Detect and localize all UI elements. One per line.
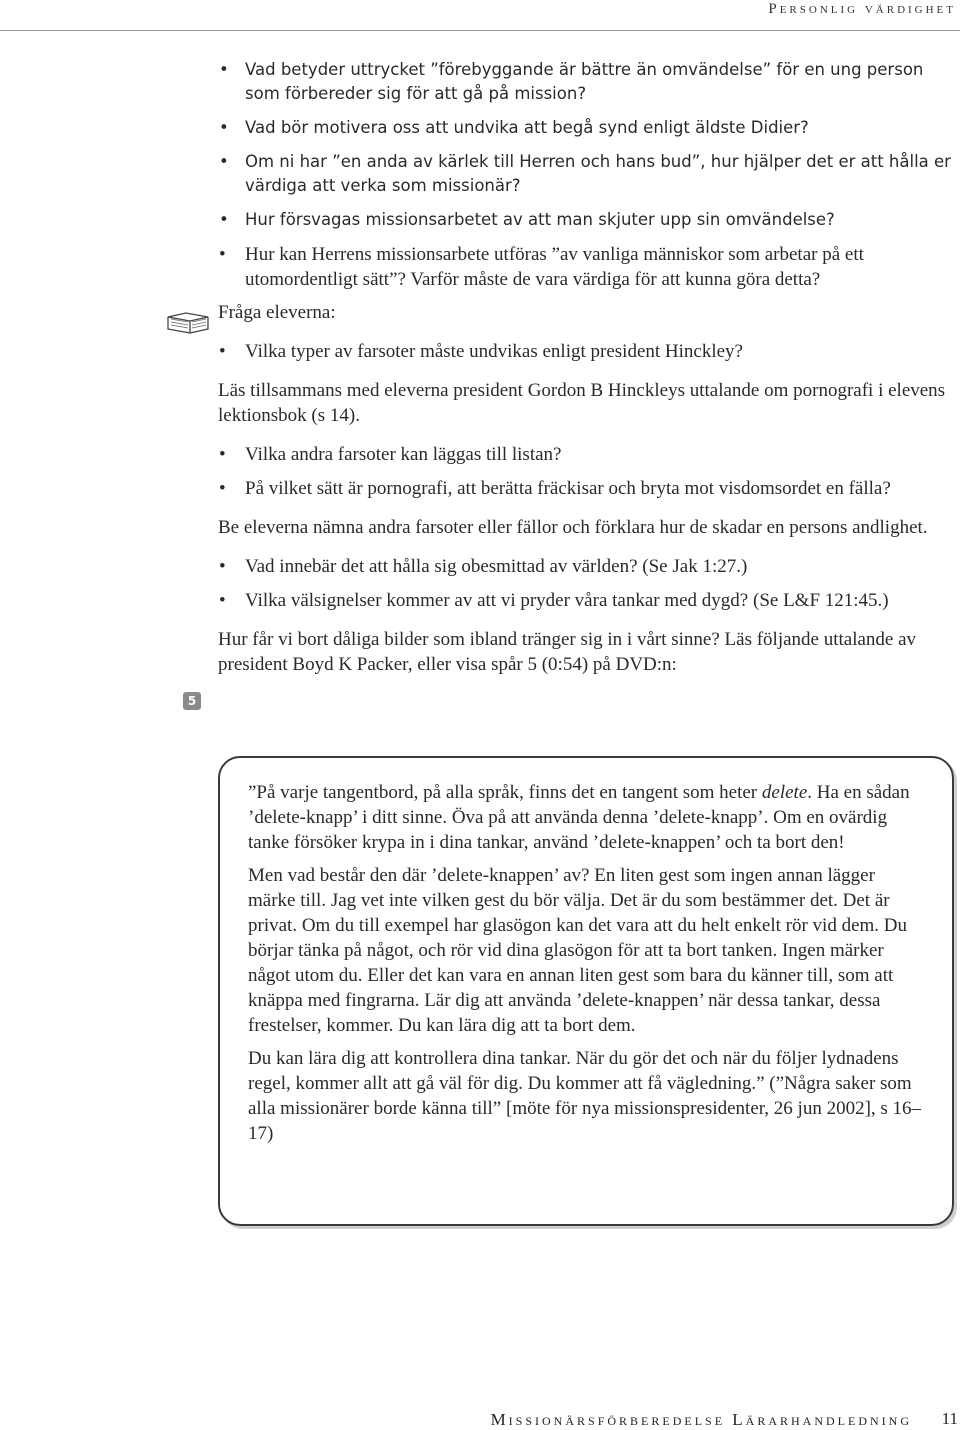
list-item: • Vilka typer av farsoter måste undvikas enligt president Hinckley? — [219, 341, 743, 362]
lesson-content — [218, 58, 960, 677]
question-list-4 — [218, 554, 960, 613]
quote-paragraph: Men vad består den där ’delete-knappen’ av? En liten gest som ingen annan lägger märke till. Jag vet inte vilken gest du bör välja. Det är du som bestämmer det. Det är privat. Om du till exempel har glasögon kan det vara att du helt enkelt rör vid dem. Du börjar tänka på något, och rör vid dina glasögon för att ta bort tanken. Ingen märker något utom du. Eller det kan vara en annan liten gest som bara du känner till, som att knäppa med fingrarna. Lär dig att använda ’delete-knappen’ när dessa tankar, dessa frestelser, kommer. Du kan lära dig att ta bort dem. — [248, 865, 908, 1036]
dvd-track-badge: 5 — [183, 692, 201, 710]
quote-paragraph: ”På varje tangentbord, på alla språk, finns det en tangent som heter delete. Ha en sådan ’delete-knapp’ i ditt sinne. Öva på att använda denna ’delete-knapp’. Om en ovärdig tanke försöker krypa in i dina tankar, använd ’delete-knappen’ och ta bort den! — [248, 782, 910, 853]
list-item: • Vilka välsignelser kommer av att vi pryder våra tankar med dygd? (Se L&F 121:45.) — [219, 590, 889, 611]
list-item: • Vad innebär det att hålla sig obesmittad av världen? (Se Jak 1:27.) — [219, 556, 748, 577]
page-header — [0, 0, 960, 31]
question-list-1b — [218, 242, 960, 292]
quote-paragraph: Du kan lära dig att kontrollera dina tankar. När du gör det och när du följer lydnadens regel, kommer allt att gå väl för dig. Du kommer att få vägledning.” (”Några saker som alla missionärer borde känna till” [möte för nya missionspresidenter, 26 jun 2002], s 16–17) — [248, 1048, 922, 1144]
list-item: • Vad betyder uttrycket ”förebyggande är bättre än omvändelse” för en ung person som förbereder sig för att gå på mission? — [219, 60, 924, 103]
page-number: 11 — [941, 1409, 958, 1428]
instruction-paragraph: Be eleverna nämna andra farsoter eller fällor och förklara hur de skadar en persons andlighet. — [218, 517, 928, 538]
header-title: Personlig värdighet — [768, 1, 956, 17]
quote-box — [218, 756, 954, 1226]
list-item: • Vilka andra farsoter kan läggas till listan? — [219, 444, 562, 465]
list-item: • Om ni har ”en anda av kärlek till Herren och hans bud”, hur hjälper det er att hålla er värdiga att verka som missionär? — [219, 152, 951, 195]
ask-label: Fråga eleverna: — [218, 302, 336, 323]
list-item: • På vilket sätt är pornografi, att berätta fräckisar och bryta mot visdomsordet en fälla? — [219, 478, 891, 499]
question-list-2 — [218, 339, 960, 364]
page-footer — [0, 1408, 960, 1430]
list-item: • Hur försvagas missionsarbetet av att man skjuter upp sin omvändelse? — [219, 210, 835, 229]
question-list-1 — [218, 58, 960, 232]
question-list-3 — [218, 442, 960, 501]
list-item: • Vad bör motivera oss att undvika att begå synd enligt äldste Didier? — [219, 118, 809, 137]
instruction-paragraph: Läs tillsammans med eleverna president Gordon B Hinckleys uttalande om pornografi i elevens lektionsbok (s 14). — [218, 380, 946, 426]
open-book-icon — [166, 309, 210, 337]
list-item: • Hur kan Herrens missionsarbete utföras ”av vanliga människor som arbetar på ett utomordentligt sätt”? Varför måste de vara värdiga för att kunna göra detta? — [219, 244, 864, 290]
footer-title: Missionärsförberedelse Lärarhandledning — [490, 1410, 912, 1429]
instruction-paragraph: Hur får vi bort dåliga bilder som ibland tränger sig in i vårt sinne? Läs följande uttalande av president Boyd K Packer, eller visa spår 5 (0:54) på DVD:n: — [218, 629, 917, 675]
